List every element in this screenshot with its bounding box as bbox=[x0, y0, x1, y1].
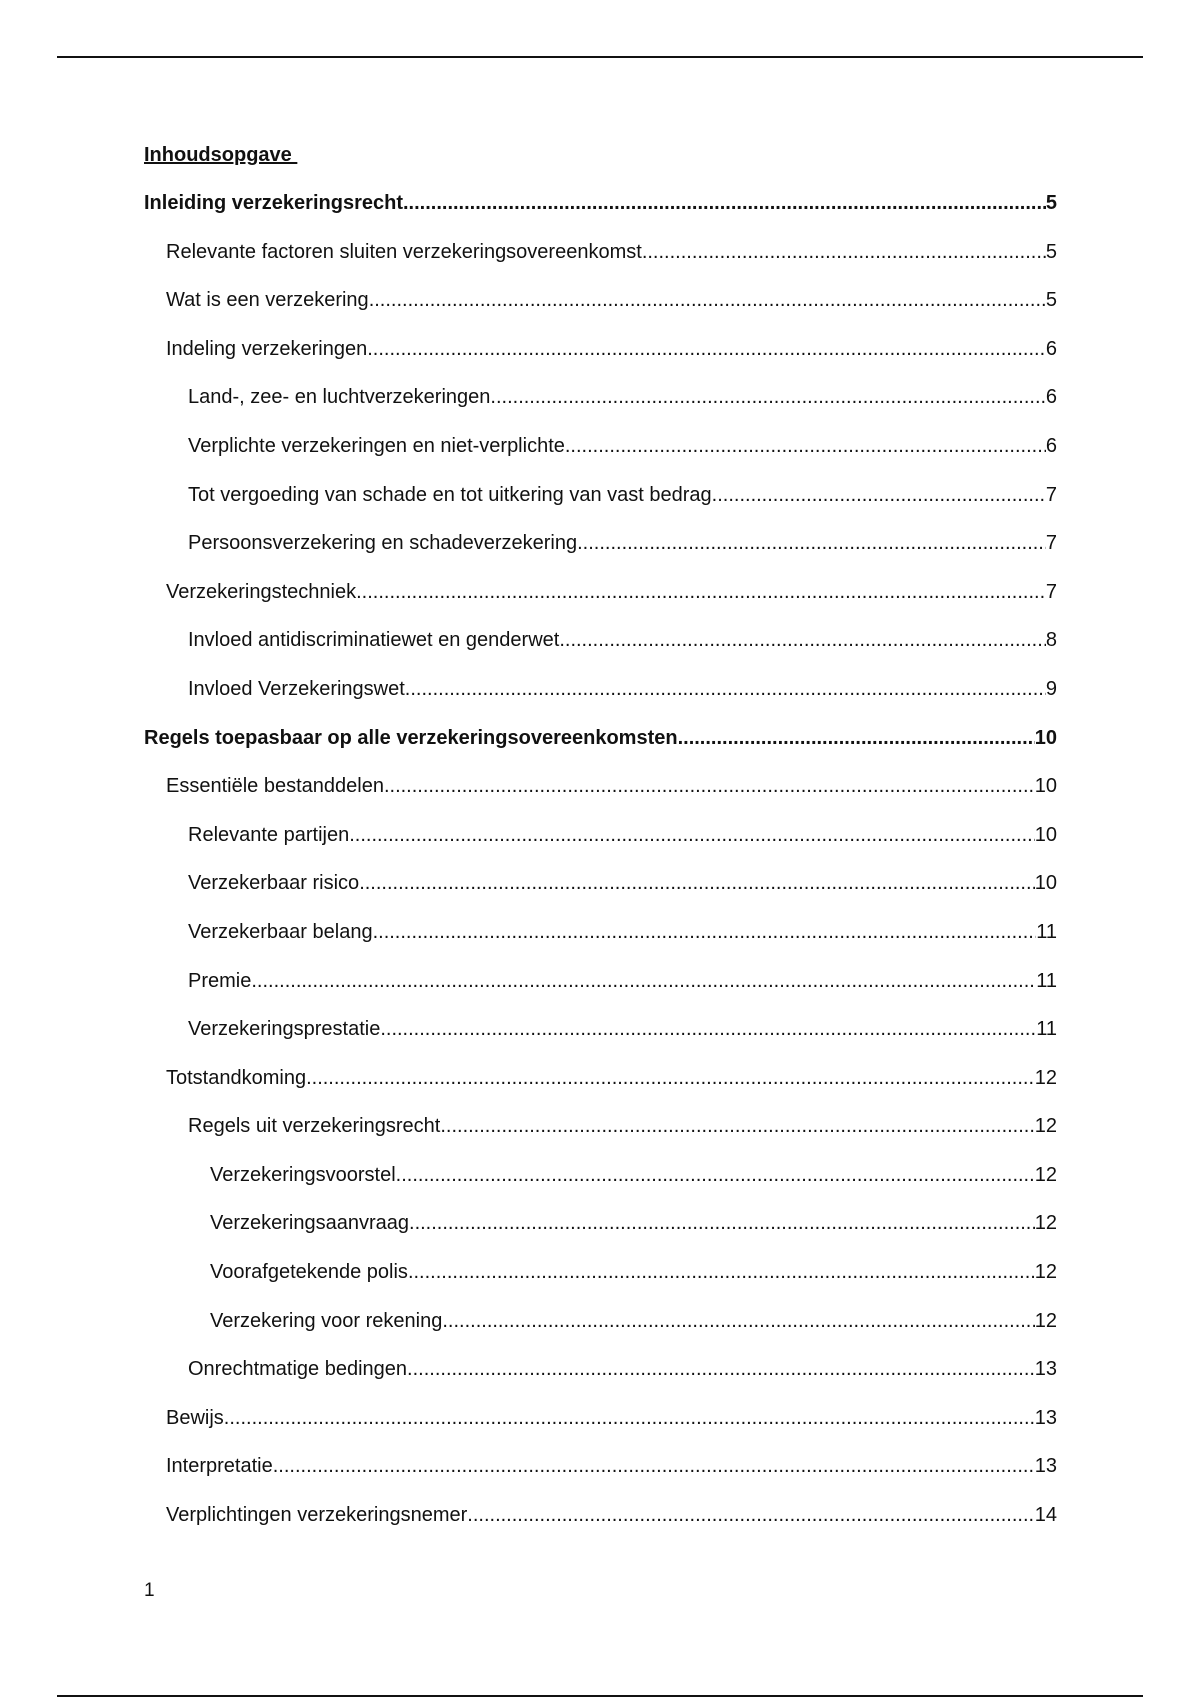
toc-entry-page: 6 bbox=[1045, 386, 1057, 409]
toc-dot-leader bbox=[712, 484, 1046, 507]
toc-entry-title: Tot vergoeding van schade en tot uitkering van vast bedrag bbox=[188, 483, 712, 506]
toc-entry-title: Regels uit verzekeringsrecht bbox=[188, 1115, 441, 1138]
toc-entry[interactable] bbox=[144, 921, 1057, 970]
toc-dot-leader bbox=[396, 1164, 1035, 1187]
toc-entry[interactable] bbox=[144, 581, 1057, 630]
toc-heading: Inhoudsopgave bbox=[144, 144, 298, 166]
toc-entry-title: Verzekeringsaanvraag bbox=[210, 1212, 410, 1235]
toc-entry[interactable] bbox=[144, 1358, 1057, 1407]
toc-entry-title: Indeling verzekeringen bbox=[166, 337, 368, 360]
toc-entry-page: 12 bbox=[1034, 1115, 1057, 1138]
toc-dot-leader bbox=[349, 824, 1035, 847]
toc-dot-leader bbox=[403, 192, 1046, 215]
toc-dot-leader bbox=[367, 338, 1046, 361]
toc-entry-title: Invloed antidiscriminatiewet en genderwet bbox=[188, 629, 560, 652]
toc-dot-leader bbox=[251, 970, 1036, 993]
toc-dot-leader bbox=[559, 629, 1046, 652]
toc-dot-leader bbox=[565, 435, 1046, 458]
table-of-contents bbox=[144, 192, 1057, 1553]
toc-entry[interactable] bbox=[144, 970, 1057, 1019]
toc-entry-title: Verzekerbaar belang bbox=[188, 920, 373, 943]
toc-dot-leader bbox=[408, 1261, 1035, 1284]
toc-entry-title: Verplichtingen verzekeringsnemer bbox=[166, 1504, 468, 1527]
toc-dot-leader bbox=[405, 678, 1046, 701]
toc-entry-title: Essentiële bestanddelen bbox=[166, 775, 384, 798]
toc-entry-page: 10 bbox=[1034, 726, 1057, 749]
toc-dot-leader bbox=[369, 289, 1046, 312]
toc-entry[interactable] bbox=[144, 386, 1057, 435]
toc-entry[interactable] bbox=[144, 1504, 1057, 1553]
toc-entry-page: 5 bbox=[1045, 192, 1057, 214]
footer-rule bbox=[57, 1695, 1143, 1697]
toc-entry-title: Totstandkoming bbox=[166, 1066, 307, 1089]
toc-entry[interactable] bbox=[144, 484, 1057, 533]
toc-entry-page: 5 bbox=[1045, 240, 1057, 263]
toc-entry[interactable] bbox=[144, 338, 1057, 387]
toc-entry[interactable] bbox=[144, 824, 1057, 873]
toc-entry-page: 10 bbox=[1034, 872, 1057, 895]
toc-entry-page: 12 bbox=[1034, 1212, 1057, 1235]
toc-dot-leader bbox=[642, 241, 1046, 264]
toc-entry[interactable] bbox=[144, 775, 1057, 824]
toc-entry-page: 11 bbox=[1036, 1018, 1057, 1041]
toc-dot-leader bbox=[273, 1455, 1035, 1478]
toc-entry[interactable] bbox=[144, 727, 1057, 776]
toc-entry[interactable] bbox=[144, 1455, 1057, 1504]
toc-dot-leader bbox=[409, 1212, 1035, 1235]
toc-dot-leader bbox=[384, 775, 1035, 798]
toc-entry-title: Onrechtmatige bedingen bbox=[188, 1358, 408, 1381]
toc-dot-leader bbox=[577, 532, 1046, 555]
toc-entry-title: Verzekeringsprestatie bbox=[188, 1018, 381, 1041]
header-rule bbox=[57, 56, 1143, 58]
toc-entry-title: Invloed Verzekeringswet bbox=[188, 677, 405, 700]
toc-entry[interactable] bbox=[144, 1018, 1057, 1067]
toc-entry-page: 10 bbox=[1034, 823, 1057, 846]
toc-dot-leader bbox=[356, 581, 1046, 604]
toc-entry-page: 8 bbox=[1045, 629, 1057, 652]
toc-entry[interactable] bbox=[144, 241, 1057, 290]
toc-entry[interactable] bbox=[144, 1212, 1057, 1261]
toc-entry[interactable] bbox=[144, 1310, 1057, 1359]
toc-entry-page: 6 bbox=[1045, 337, 1057, 360]
toc-entry-title: Premie bbox=[188, 969, 252, 992]
toc-entry-title: Persoonsverzekering en schadeverzekering bbox=[188, 532, 578, 555]
toc-entry[interactable] bbox=[144, 1164, 1057, 1213]
toc-entry-title: Inleiding verzekeringsrecht bbox=[144, 192, 403, 214]
toc-dot-leader bbox=[490, 386, 1045, 409]
toc-entry[interactable] bbox=[144, 1407, 1057, 1456]
toc-entry-page: 13 bbox=[1034, 1358, 1057, 1381]
toc-entry-title: Voorafgetekende polis bbox=[210, 1261, 408, 1284]
toc-entry[interactable] bbox=[144, 532, 1057, 581]
toc-entry-title: Verzekeringsvoorstel bbox=[210, 1163, 396, 1186]
toc-entry[interactable] bbox=[144, 1067, 1057, 1116]
toc-entry-title: Bewijs bbox=[166, 1406, 224, 1429]
toc-entry[interactable] bbox=[144, 435, 1057, 484]
toc-entry-page: 12 bbox=[1034, 1163, 1057, 1186]
toc-entry[interactable] bbox=[144, 872, 1057, 921]
toc-dot-leader bbox=[359, 872, 1035, 895]
toc-entry[interactable] bbox=[144, 678, 1057, 727]
toc-entry-page: 14 bbox=[1034, 1504, 1057, 1527]
toc-entry[interactable] bbox=[144, 1115, 1057, 1164]
toc-entry-title: Verzekerbaar risico bbox=[188, 872, 360, 895]
toc-entry-title: Relevante partijen bbox=[188, 823, 350, 846]
toc-entry-page: 12 bbox=[1034, 1261, 1057, 1284]
toc-entry-title: Verzekering voor rekening bbox=[210, 1309, 443, 1332]
toc-entry[interactable] bbox=[144, 289, 1057, 338]
page-number: 1 bbox=[144, 1580, 155, 1601]
toc-dot-leader bbox=[306, 1067, 1035, 1090]
toc-dot-leader bbox=[407, 1358, 1035, 1381]
toc-entry-page: 5 bbox=[1045, 289, 1057, 312]
toc-dot-leader bbox=[440, 1115, 1034, 1138]
toc-dot-leader bbox=[380, 1018, 1036, 1041]
toc-dot-leader bbox=[373, 921, 1037, 944]
toc-entry-title: Interpretatie bbox=[166, 1455, 273, 1478]
toc-dot-leader bbox=[442, 1310, 1034, 1333]
toc-entry[interactable] bbox=[144, 1261, 1057, 1310]
toc-entry-title: Relevante factoren sluiten verzekeringsovereenkomst bbox=[166, 240, 642, 263]
toc-entry-title: Verplichte verzekeringen en niet-verplichte bbox=[188, 434, 565, 457]
toc-entry-page: 13 bbox=[1034, 1406, 1057, 1429]
toc-entry-page: 9 bbox=[1045, 677, 1057, 700]
toc-dot-leader bbox=[678, 727, 1035, 750]
toc-entry-page: 12 bbox=[1034, 1309, 1057, 1332]
toc-entry[interactable] bbox=[144, 629, 1057, 678]
toc-entry-title: Land-, zee- en luchtverzekeringen bbox=[188, 386, 491, 409]
toc-entry-title: Verzekeringstechniek bbox=[166, 580, 357, 603]
toc-entry-page: 13 bbox=[1034, 1455, 1057, 1478]
toc-entry-title: Wat is een verzekering bbox=[166, 289, 369, 312]
toc-entry-page: 7 bbox=[1045, 483, 1057, 506]
toc-entry-page: 7 bbox=[1045, 580, 1057, 603]
toc-entry-page: 11 bbox=[1036, 969, 1057, 992]
toc-entry[interactable] bbox=[144, 192, 1057, 241]
toc-entry-page: 12 bbox=[1034, 1066, 1057, 1089]
toc-dot-leader bbox=[467, 1504, 1034, 1527]
toc-entry-page: 11 bbox=[1036, 920, 1057, 943]
toc-entry-page: 6 bbox=[1045, 434, 1057, 457]
toc-entry-page: 7 bbox=[1045, 532, 1057, 555]
toc-entry-title: Regels toepasbaar op alle verzekeringsovereenkomsten bbox=[144, 726, 678, 749]
toc-entry-page: 10 bbox=[1034, 775, 1057, 798]
toc-dot-leader bbox=[224, 1407, 1035, 1430]
